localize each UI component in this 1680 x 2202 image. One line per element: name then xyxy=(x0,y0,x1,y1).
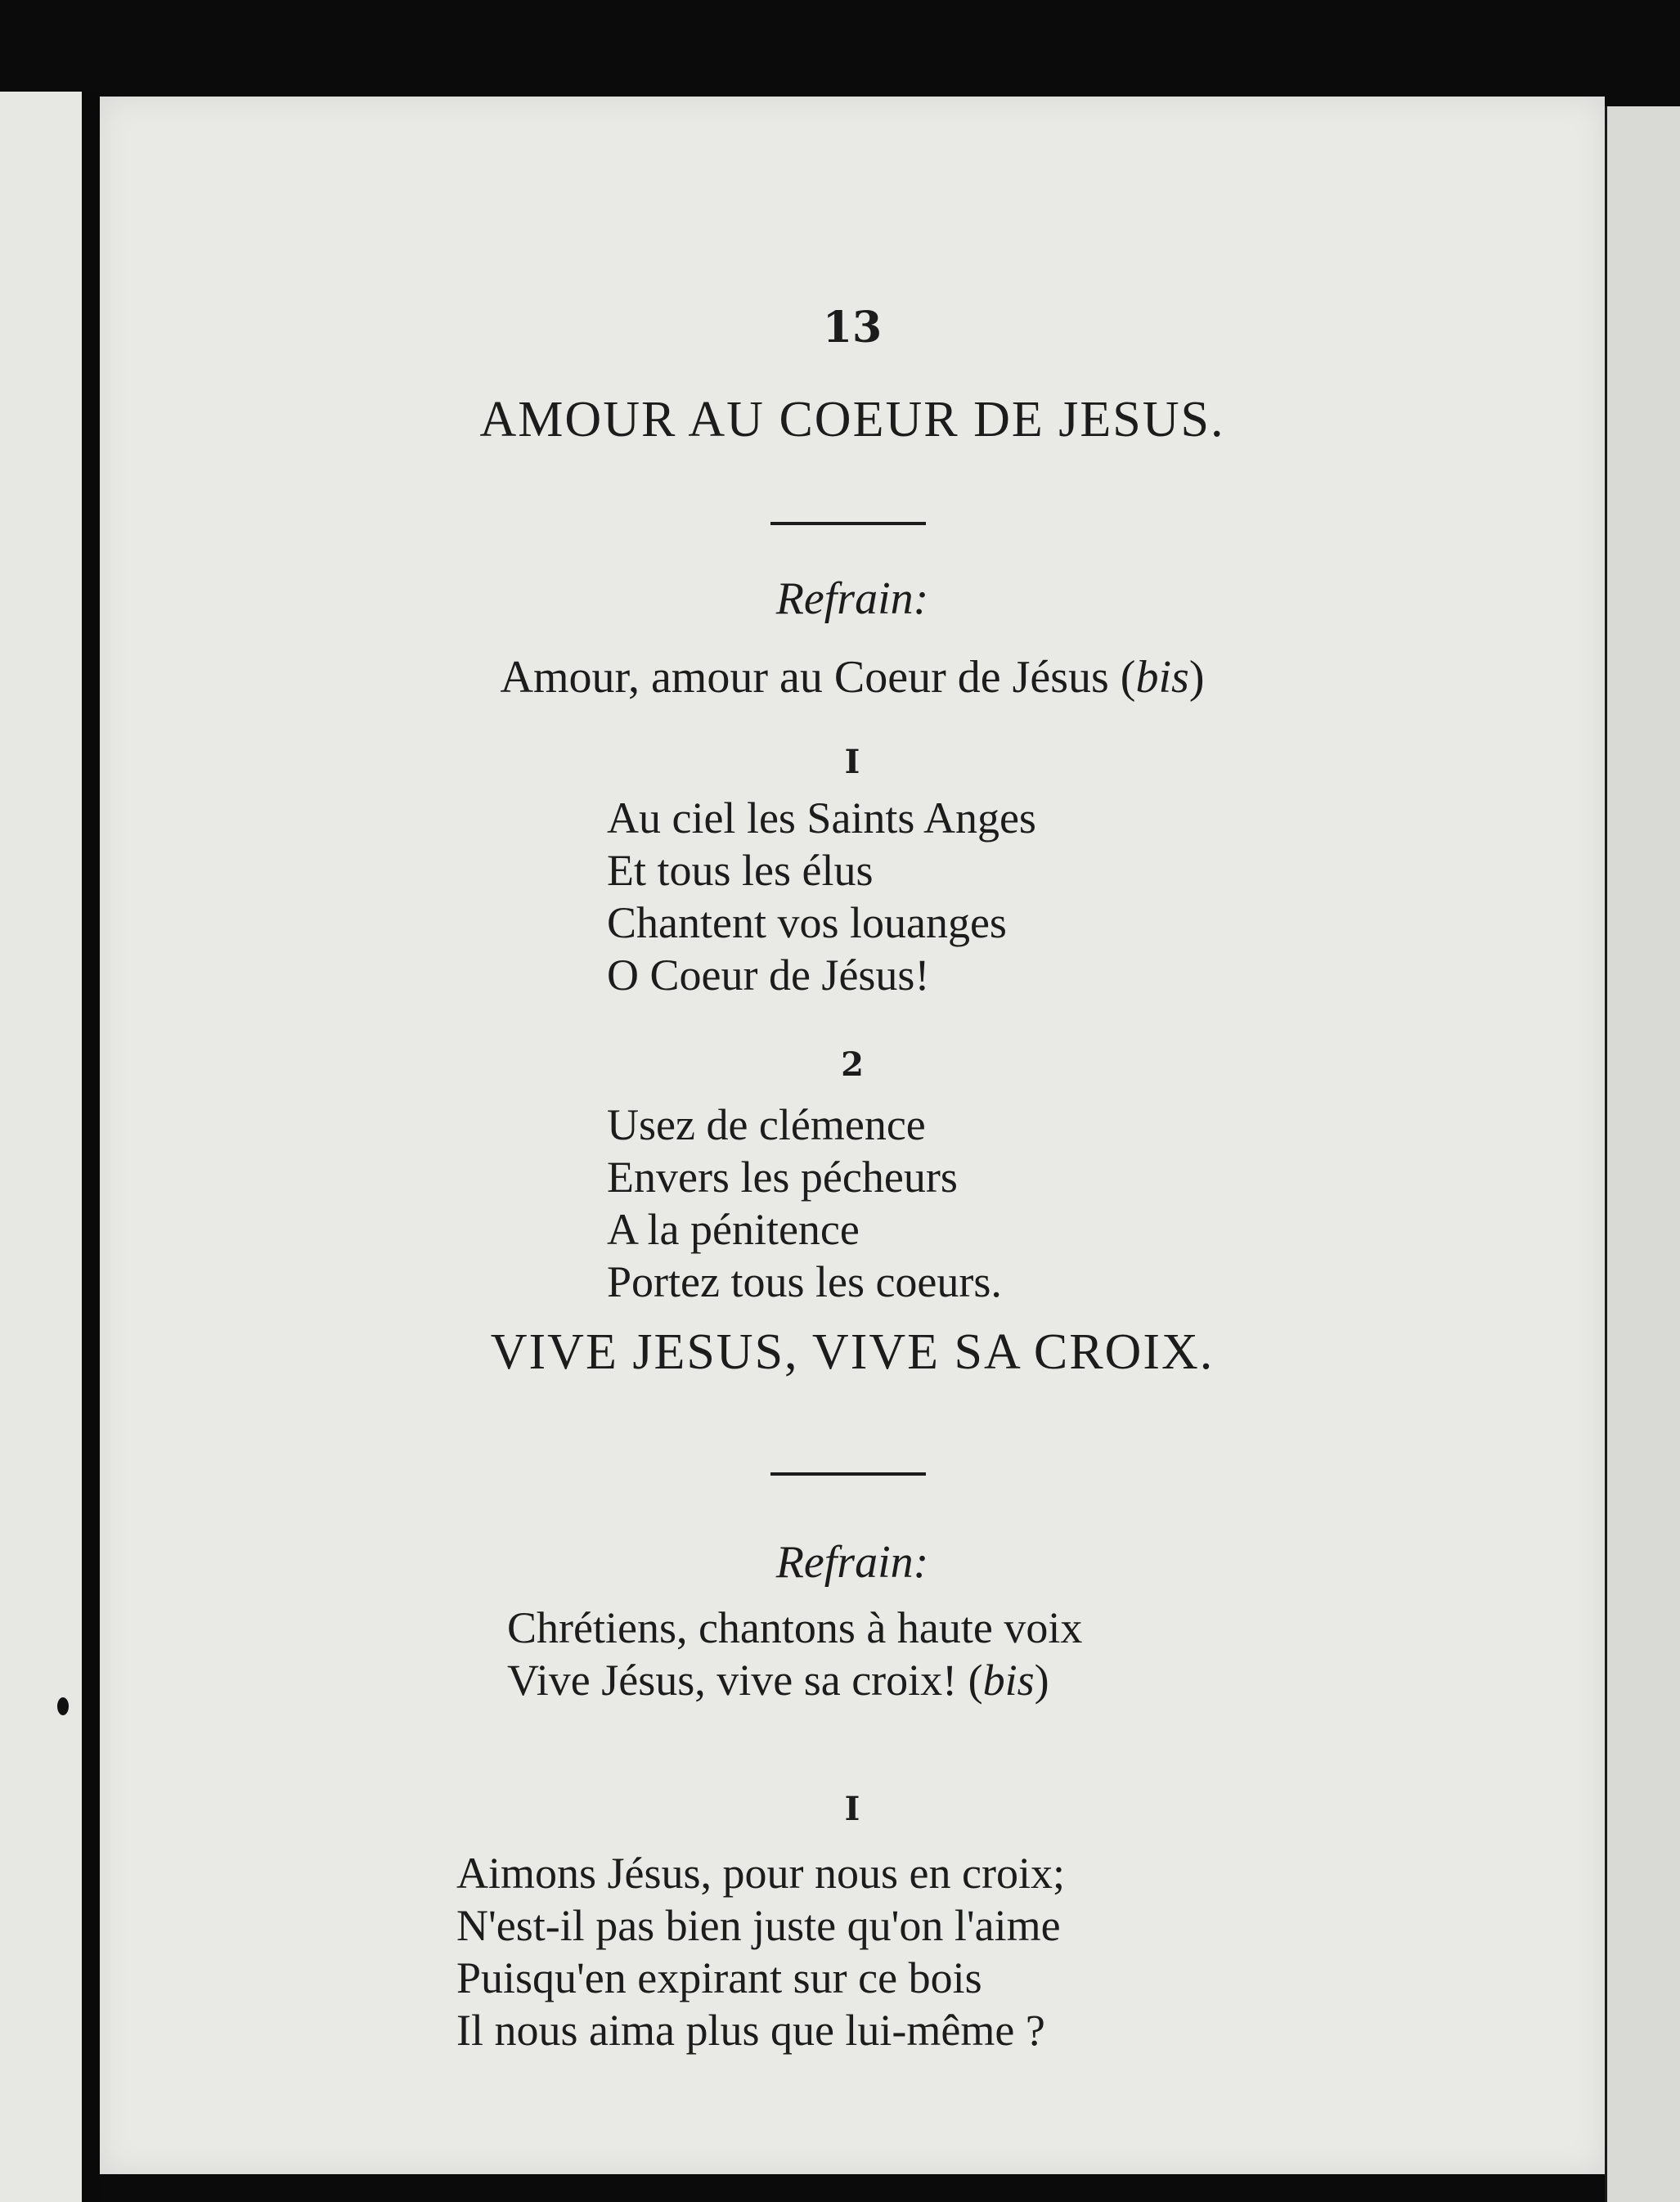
stanza-number: I xyxy=(844,743,860,781)
stanza-number: I xyxy=(844,1790,860,1828)
stanza xyxy=(456,1847,1065,2056)
hymn-title: VIVE JESUS, VIVE SA CROIX. xyxy=(490,1324,1215,1380)
adjacent-page-edge xyxy=(0,92,92,2202)
refrain-text: Vive Jésus, vive sa croix! ( xyxy=(507,1656,983,1705)
refrain-bis: bis xyxy=(1135,652,1189,703)
refrain-text: Chrétiens, chantons à haute voix xyxy=(507,1603,1083,1652)
stanza-number: 2 xyxy=(841,1045,864,1084)
refrain-close: ) xyxy=(1034,1656,1049,1705)
verse-line: Envers les pécheurs xyxy=(607,1153,958,1202)
refrain-label: Refrain: xyxy=(775,1537,929,1588)
verse-line: Il nous aima plus que lui-même ? xyxy=(456,2006,1045,2055)
verse-line: Puisqu'en expirant sur ce bois xyxy=(456,1953,982,2002)
verse-line: A la pénitence xyxy=(607,1205,860,1254)
refrain-text: Amour, amour au Coeur de Jésus ( xyxy=(500,652,1136,703)
refrain-line xyxy=(100,651,1605,703)
page-stack-edge xyxy=(1605,106,1680,2202)
book-spine xyxy=(82,92,100,2202)
refrain xyxy=(507,1602,1082,1706)
verse-line: Au ciel les Saints Anges xyxy=(607,793,1036,843)
title-divider xyxy=(770,522,926,525)
refrain-line xyxy=(507,1602,1082,1654)
verse-line: Et tous les élus xyxy=(607,846,874,895)
stanza xyxy=(607,792,1036,1001)
verse-line: Usez de clémence xyxy=(607,1100,926,1149)
verse-line: O Coeur de Jésus! xyxy=(607,950,930,1000)
verse-line: N'est-il pas bien juste qu'on l'aime xyxy=(456,1901,1061,1950)
refrain-label: Refrain: xyxy=(775,573,929,624)
ink-speck xyxy=(57,1697,69,1715)
stanza xyxy=(607,1099,1002,1308)
page-number: 13 xyxy=(822,303,883,353)
hymn-title: AMOUR AU COEUR DE JESUS. xyxy=(479,392,1225,447)
title-divider xyxy=(770,1472,926,1476)
verse-line: Portez tous les coeurs. xyxy=(607,1257,1002,1306)
refrain-bis: bis xyxy=(982,1656,1035,1705)
verse-line: Aimons Jésus, pour nous en croix; xyxy=(456,1849,1065,1898)
refrain-line xyxy=(507,1654,1082,1706)
book-page xyxy=(100,97,1605,2174)
refrain-close: ) xyxy=(1188,652,1205,703)
verse-line: Chantent vos louanges xyxy=(607,898,1007,947)
